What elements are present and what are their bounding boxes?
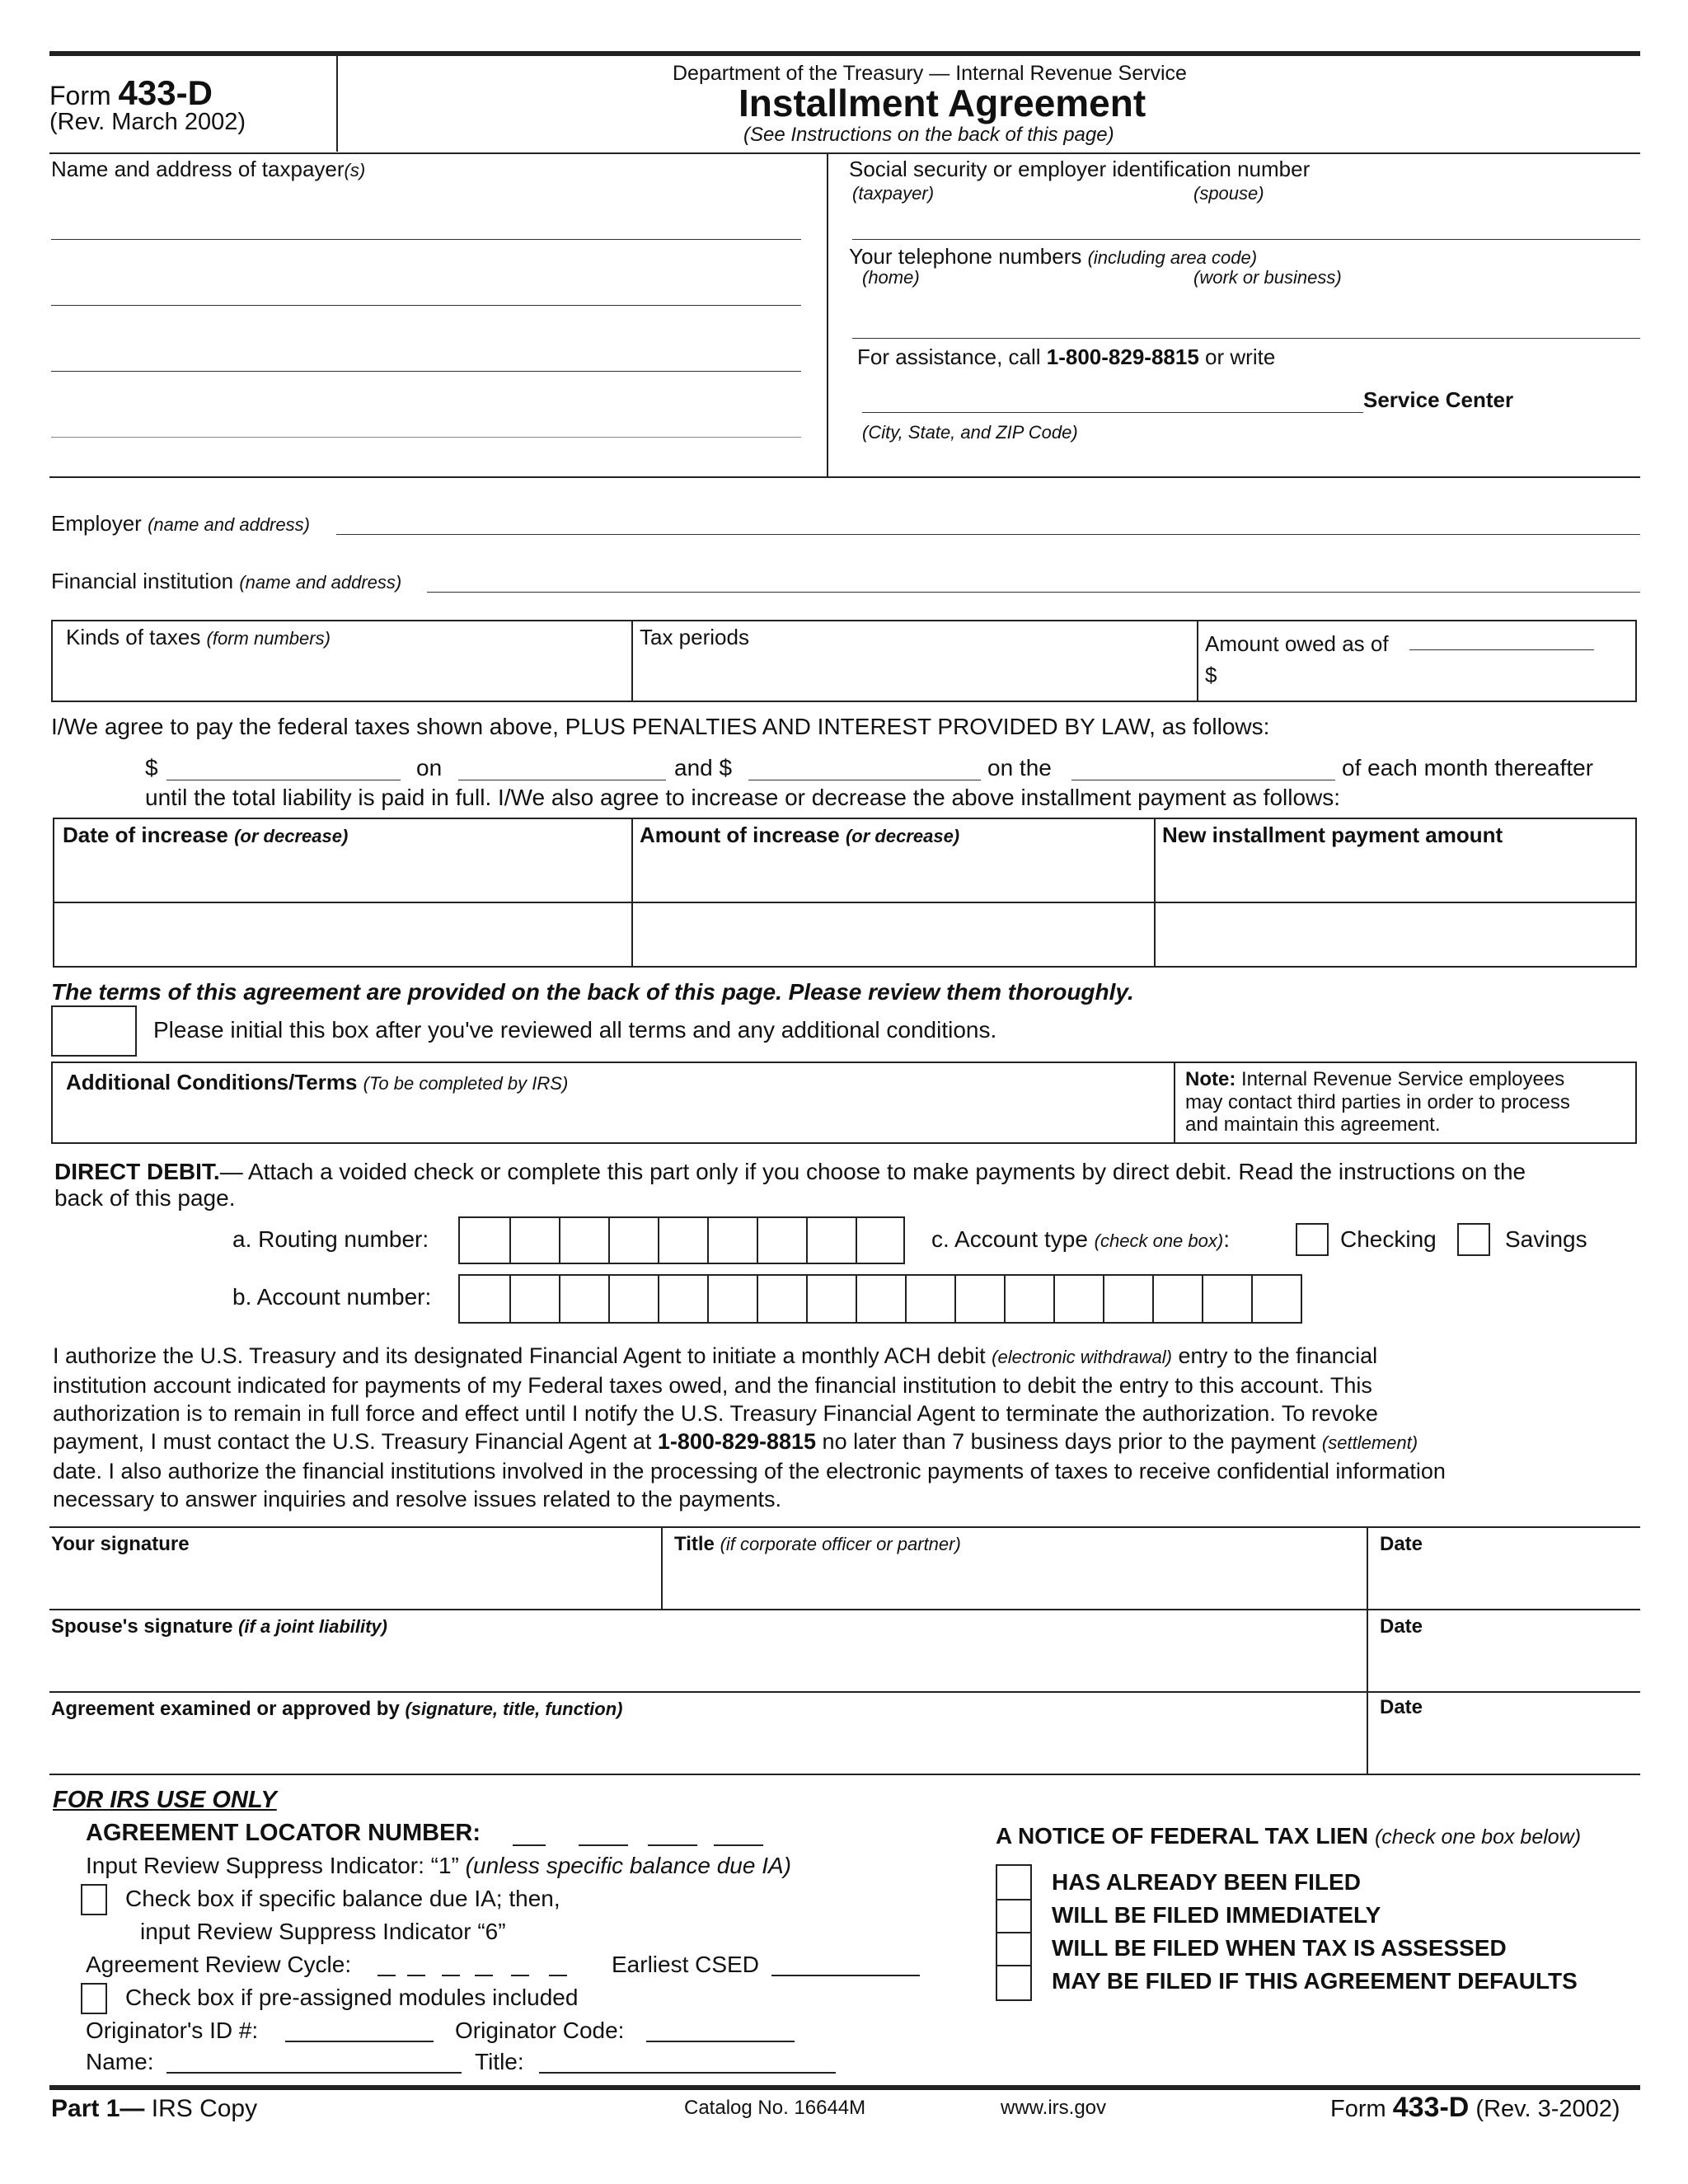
checking-checkbox[interactable] bbox=[1296, 1223, 1329, 1256]
date-field-2[interactable] bbox=[1380, 1642, 1635, 1688]
earliest-csed-label: Earliest CSED bbox=[612, 1952, 759, 1977]
additional-conditions-label: Additional Conditions/Terms (To be completed by IRS) bbox=[66, 1070, 569, 1094]
taxpayer-name-label: Name and address of taxpayer(s) bbox=[51, 157, 366, 181]
initial-box[interactable] bbox=[51, 1005, 137, 1057]
locator-label: AGREEMENT LOCATOR NUMBER: bbox=[86, 1820, 481, 1846]
footer-form: Form 433-D (Rev. 3-2002) bbox=[1330, 2092, 1620, 2123]
locator-blank-2[interactable] bbox=[579, 1844, 628, 1846]
phone-work-label: (work or business) bbox=[1193, 267, 1342, 288]
your-signature-label: Your signature bbox=[51, 1533, 190, 1555]
additional-conditions-box bbox=[51, 1062, 1637, 1144]
specific-balance-label: Check box if specific balance due IA; then, bbox=[125, 1886, 560, 1911]
review-cycle-blank-2[interactable] bbox=[407, 1975, 425, 1976]
date-of-increase-label: Date of increase (or decrease) bbox=[63, 823, 349, 847]
new-installment-label: New installment payment amount bbox=[1162, 823, 1503, 847]
lien-checkbox-when-assessed[interactable] bbox=[996, 1930, 1032, 1963]
ssn-spouse-label: (spouse) bbox=[1193, 183, 1264, 204]
suppress-indicator: Input Review Suppress Indicator: “1” (unless specific balance due IA) bbox=[86, 1853, 791, 1878]
locator-blank-4[interactable] bbox=[714, 1844, 763, 1846]
assistance-text: For assistance, call 1-800-829-8815 or write bbox=[857, 344, 1276, 369]
routing-number-field[interactable] bbox=[458, 1216, 905, 1264]
taxpayer-address-line-4[interactable] bbox=[51, 437, 801, 438]
amount-of-increase-label: Amount of increase (or decrease) bbox=[640, 823, 960, 847]
kinds-of-taxes-label: Kinds of taxes (form numbers) bbox=[66, 625, 331, 649]
phone-input-line[interactable] bbox=[852, 338, 1640, 339]
account-number-label: b. Account number: bbox=[232, 1284, 432, 1310]
title-label-irs: Title: bbox=[475, 2049, 524, 2074]
ssn-taxpayer-label: (taxpayer) bbox=[852, 183, 935, 204]
review-cycle-blank-5[interactable] bbox=[511, 1975, 529, 1976]
your-signature-field[interactable] bbox=[51, 1559, 653, 1605]
lien-option-label: WILL BE FILED IMMEDIATELY bbox=[1052, 1902, 1381, 1928]
payment-terms-row: $ on and $ on the of each month thereafter bbox=[145, 755, 1594, 780]
lien-checkbox-immediately[interactable] bbox=[996, 1897, 1032, 1930]
taxpayer-address-line-1[interactable] bbox=[51, 239, 801, 240]
examined-by-field[interactable] bbox=[51, 1724, 1358, 1770]
title-field[interactable] bbox=[674, 1559, 1358, 1605]
agreement-intro: I/We agree to pay the federal taxes shown above, PLUS PENALTIES AND INTEREST PROVIDED BY LAW, as follows: bbox=[51, 714, 1270, 739]
savings-label: Savings bbox=[1505, 1226, 1587, 1252]
irs-use-heading: FOR IRS USE ONLY bbox=[53, 1787, 277, 1813]
terms-notice: The terms of this agreement are provided on the back of this page. Please review them thoroughly. bbox=[51, 979, 1134, 1005]
examined-by-label: Agreement examined or approved by (signature, title, function) bbox=[51, 1698, 623, 1720]
phone-home-label: (home) bbox=[862, 267, 920, 288]
earliest-csed-line[interactable] bbox=[771, 1975, 920, 1976]
agreement-until: until the total liability is paid in full. I/We also agree to increase or decrease the above installment payment as follows: bbox=[145, 785, 1341, 810]
lien-options bbox=[996, 1864, 1655, 2004]
spouse-signature-field[interactable] bbox=[51, 1642, 1358, 1688]
financial-institution-input-line[interactable] bbox=[427, 592, 1640, 593]
account-type-label: c. Account type (check one box): bbox=[931, 1226, 1230, 1252]
lien-option-label: HAS ALREADY BEEN FILED bbox=[1052, 1869, 1361, 1895]
form-number-label: Form 433-D bbox=[49, 73, 213, 112]
specific-balance-checkbox[interactable] bbox=[81, 1884, 107, 1915]
suppress-indicator-6: input Review Suppress Indicator “6” bbox=[140, 1919, 506, 1944]
service-center-line[interactable] bbox=[862, 412, 1363, 413]
name-label: Name: bbox=[86, 2049, 154, 2074]
lien-checkbox-if-defaults[interactable] bbox=[996, 1963, 1032, 1999]
authorization-text: I authorize the U.S. Treasury and its designated Financial Agent to initiate a monthly ACH debit (electronic withdrawal) entry to the financial institution account indicated for payments of my Federal taxes owed, and the financial institution to debit the entry to this account. This authorization is to remain in full force and effect until I notify the U.S. Treasury Financial Agent to terminate the authorization. To revoke payment, I must contact the U.S. Treasury Financial Agent at 1-800-829-8815 no later than 7 business days prior to the payment (settlement) date. I also authorize the financial institutions involved in the processing of the electronic payments of taxes to receive confidential information necessary to answer inquiries and resolve issues related to the payments. bbox=[53, 1343, 1446, 1511]
form-header bbox=[0, 0, 1688, 157]
review-cycle-blank-3[interactable] bbox=[442, 1975, 460, 1976]
date-label-3: Date bbox=[1380, 1696, 1423, 1718]
locator-blank-3[interactable] bbox=[648, 1844, 697, 1846]
originator-id-line[interactable] bbox=[285, 2041, 434, 2042]
form-subtitle: (See Instructions on the back of this page) bbox=[743, 124, 1114, 146]
form-revision: (Rev. March 2002) bbox=[49, 109, 246, 135]
amount-owed-date-line[interactable] bbox=[1409, 649, 1594, 650]
name-line[interactable] bbox=[166, 2072, 462, 2074]
ssn-input-line[interactable] bbox=[852, 239, 1640, 240]
originator-id-label: Originator's ID #: bbox=[86, 2018, 259, 2043]
ssn-label: Social security or employer identification number bbox=[849, 157, 1311, 181]
footer-url: www.irs.gov bbox=[1001, 2097, 1107, 2119]
footer-part: Part 1— IRS Copy bbox=[51, 2095, 258, 2122]
locator-blank-1[interactable] bbox=[513, 1844, 546, 1846]
employer-input-line[interactable] bbox=[336, 534, 1640, 535]
routing-number-label: a. Routing number: bbox=[232, 1226, 429, 1252]
amount-owed-label: Amount owed as of bbox=[1205, 631, 1389, 656]
service-center-label: Service Center bbox=[1363, 387, 1514, 412]
increase-table bbox=[53, 818, 1637, 968]
taxpayer-address-line-2[interactable] bbox=[51, 305, 801, 306]
direct-debit-heading: DIRECT DEBIT.— Attach a voided check or complete this part only if you choose to make payments by direct debit. Read the instructions on the bbox=[54, 1159, 1526, 1184]
account-number-field[interactable] bbox=[458, 1274, 1302, 1324]
phone-label: Your telephone numbers (including area code) bbox=[849, 244, 1258, 269]
date-field-3[interactable] bbox=[1380, 1724, 1635, 1770]
title-line-irs[interactable] bbox=[539, 2072, 836, 2074]
taxpayer-address-line-3[interactable] bbox=[51, 371, 801, 372]
lien-checkbox-already-filed[interactable] bbox=[996, 1864, 1032, 1897]
date-field-1[interactable] bbox=[1380, 1559, 1635, 1605]
spouse-signature-label: Spouse's signature (if a joint liability) bbox=[51, 1615, 387, 1638]
amount-owed-dollar: $ bbox=[1205, 663, 1217, 687]
footer-catalog: Catalog No. 16644M bbox=[684, 2097, 866, 2119]
taxpayer-section bbox=[0, 153, 1688, 478]
city-state-zip-label: (City, State, and ZIP Code) bbox=[862, 422, 1078, 443]
review-cycle-blank-6[interactable] bbox=[549, 1975, 567, 1976]
initial-box-instruction: Please initial this box after you've reviewed all terms and any additional conditions. bbox=[153, 1017, 997, 1043]
agency-name: Department of the Treasury — Internal Revenue Service bbox=[673, 62, 1187, 85]
tax-periods-label: Tax periods bbox=[640, 625, 749, 649]
lien-option-label: WILL BE FILED WHEN TAX IS ASSESSED bbox=[1052, 1935, 1507, 1961]
review-cycle-blank-4[interactable] bbox=[475, 1975, 493, 1976]
taxes-table bbox=[51, 620, 1637, 702]
form-title: Installment Agreement bbox=[738, 82, 1146, 124]
title-label: Title (if corporate officer or partner) bbox=[674, 1533, 961, 1555]
savings-checkbox[interactable] bbox=[1457, 1223, 1490, 1256]
irs-note: Note: Internal Revenue Service employees may contact third parties in order to process and maintain this agreement. bbox=[1185, 1068, 1570, 1137]
financial-institution-label: Financial institution (name and address) bbox=[51, 569, 402, 593]
signature-block bbox=[0, 1526, 1688, 1777]
originator-code-label: Originator Code: bbox=[455, 2018, 625, 2043]
irs-use-only-section bbox=[0, 1780, 1688, 2085]
originator-code-line[interactable] bbox=[646, 2041, 795, 2042]
date-label-2: Date bbox=[1380, 1615, 1423, 1638]
date-label-1: Date bbox=[1380, 1533, 1423, 1555]
lien-option-label: MAY BE FILED IF THIS AGREEMENT DEFAULTS bbox=[1052, 1968, 1578, 1994]
direct-debit-line2: back of this page. bbox=[54, 1185, 236, 1211]
review-cycle-blank-1[interactable] bbox=[377, 1975, 396, 1976]
pre-assigned-modules-label: Check box if pre-assigned modules included bbox=[125, 1985, 579, 2010]
lien-heading: A NOTICE OF FEDERAL TAX LIEN (check one box below) bbox=[996, 1823, 1582, 1849]
review-cycle-label: Agreement Review Cycle: bbox=[86, 1952, 352, 1977]
checking-label: Checking bbox=[1340, 1226, 1437, 1252]
pre-assigned-modules-checkbox[interactable] bbox=[81, 1983, 107, 2014]
employer-label: Employer (name and address) bbox=[51, 511, 310, 536]
